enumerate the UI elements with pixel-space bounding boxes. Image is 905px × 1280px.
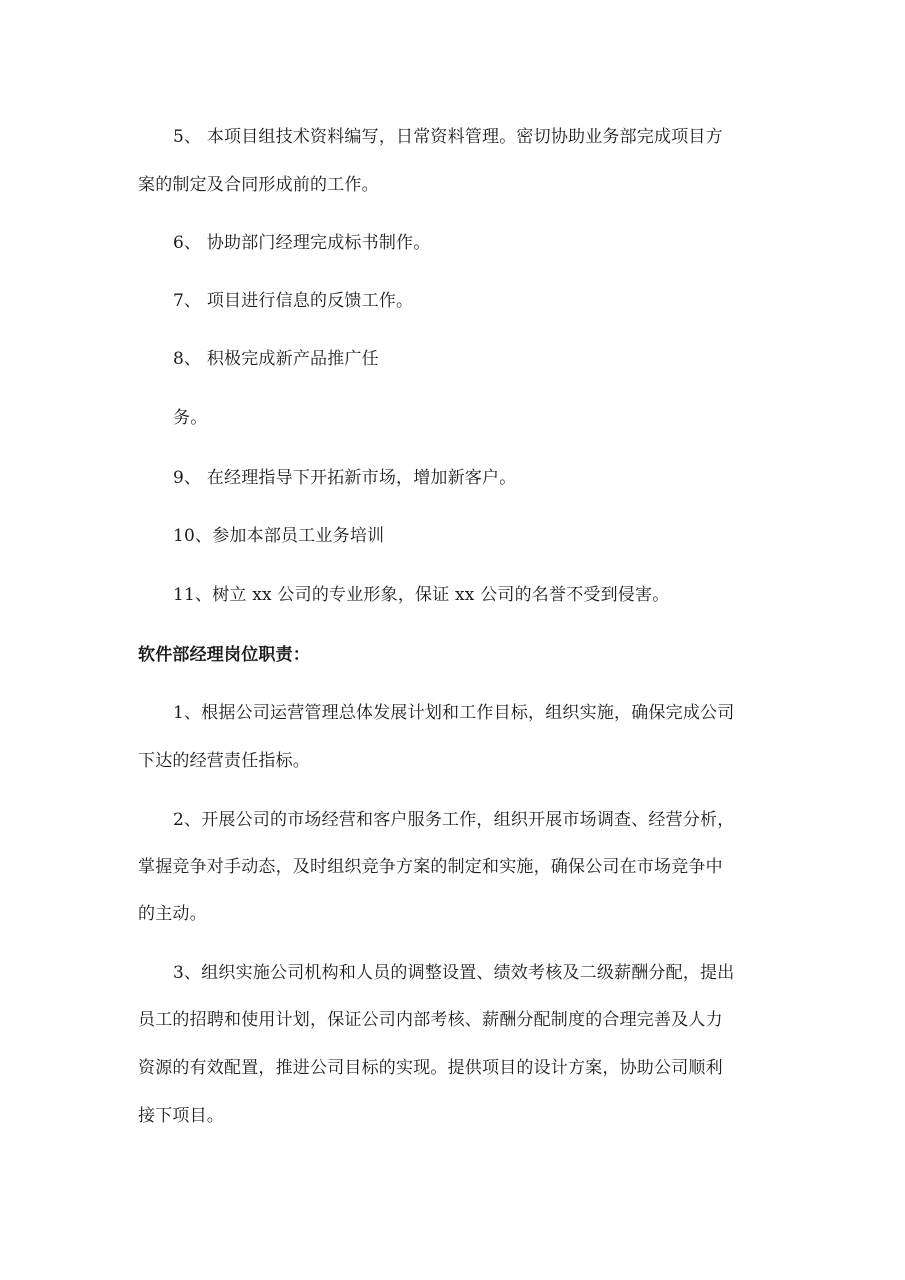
item-5-line-2: 案的制定及合同形成前的工作。 — [138, 175, 379, 195]
duty-2-line-3: 的主动。 — [138, 904, 207, 924]
item-10-line-1: 10、参加本部员工业务培训 — [173, 526, 385, 546]
duty-3-line-1: 3、组织实施公司机构和人员的调整设置、绩效考核及二级薪酬分配，提出 — [173, 963, 735, 983]
item-8-line-1: 8、 积极完成新产品推广任 — [173, 349, 379, 369]
section-heading: 软件部经理岗位职责： — [138, 645, 310, 665]
duty-1-line-2: 下达的经营责任指标。 — [138, 751, 310, 771]
item-5-line-1: 5、 本项目组技术资料编写，日常资料管理。密切协助业务部完成项目方 — [173, 127, 723, 147]
item-6-line-1: 6、 协助部门经理完成标书制作。 — [173, 233, 431, 253]
duty-3-line-3: 资源的有效配置，推进公司目标的实现。提供项目的设计方案，协助公司顺利 — [138, 1058, 723, 1078]
item-7-line-1: 7、 项目进行信息的反馈工作。 — [173, 291, 414, 311]
duty-2-line-1: 2、开展公司的市场经营和客户服务工作，组织开展市场调查、经营分析， — [173, 810, 735, 830]
item-11-line-1: 11、树立 xx 公司的专业形象，保证 xx 公司的名誉不受到侵害。 — [173, 585, 670, 605]
duty-1-line-1: 1、根据公司运营管理总体发展计划和工作目标，组织实施，确保完成公司 — [173, 703, 735, 723]
duty-2-line-2: 掌握竞争对手动态，及时组织竞争方案的制定和实施，确保公司在市场竞争中 — [138, 857, 723, 877]
item-8-continuation: 务。 — [173, 408, 208, 428]
duty-3-line-4: 接下项目。 — [138, 1106, 224, 1126]
item-9-line-1: 9、 在经理指导下开拓新市场，增加新客户。 — [173, 468, 517, 488]
duty-3-line-2: 员工的招聘和使用计划，保证公司内部考核、薪酬分配制度的合理完善及人力 — [138, 1010, 723, 1030]
